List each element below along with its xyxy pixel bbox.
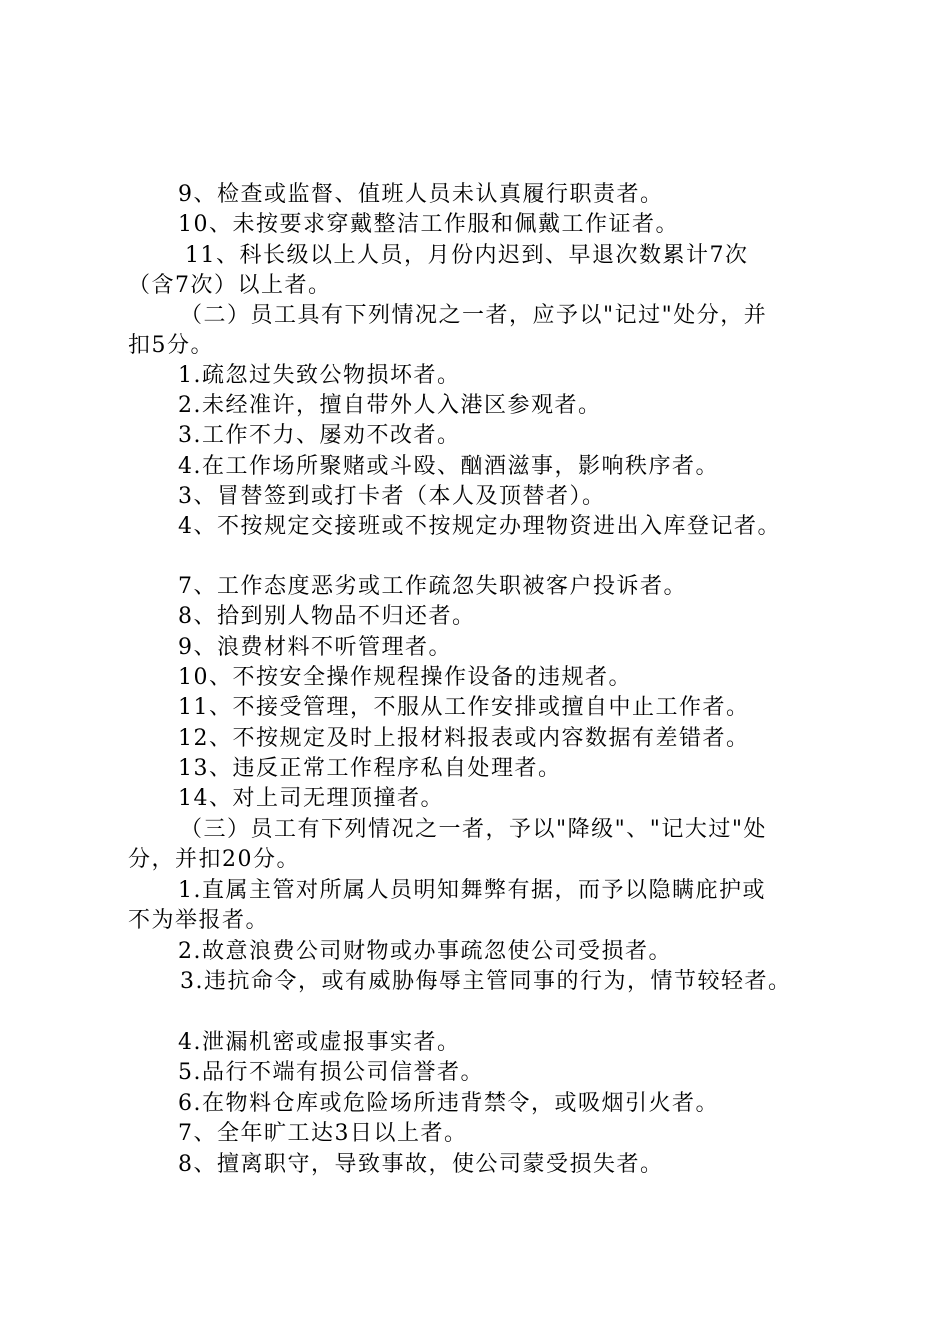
text-line: 4.在工作场所聚赌或斗殴、酗酒滋事，影响秩序者。	[178, 454, 719, 479]
text-line: （二）员工具有下列情况之一者，应予以"记过"处分，并	[180, 303, 768, 328]
text-line: 不为举报者。	[128, 908, 270, 933]
text-line: 1.疏忽过失致公物损坏者。	[178, 363, 461, 388]
text-line: 11、科长级以上人员，月份内迟到、早退次数累计7次	[185, 243, 749, 268]
text-line: 10、未按要求穿戴整洁工作服和佩戴工作证者。	[178, 212, 679, 237]
text-line: 3.违抗命令，或有威胁侮辱主管同事的行为，情节较轻者。	[180, 969, 792, 994]
text-line: 2.未经准许，擅自带外人入港区参观者。	[178, 393, 602, 418]
text-line: 扣5分。	[128, 333, 214, 358]
text-line: 13、违反正常工作程序私自处理者。	[178, 756, 562, 781]
text-line: 2.故意浪费公司财物或办事疏忽使公司受损者。	[178, 939, 672, 964]
text-line: 8、擅离职守，导致事故，使公司蒙受损失者。	[178, 1152, 664, 1177]
text-line: （三）员工有下列情况之一者，予以"降级"、"记大过"处	[180, 817, 767, 842]
text-line: 4、不按规定交接班或不按规定办理物资进出入库登记者。	[178, 514, 781, 539]
text-line: 14、对上司无理顶撞者。	[178, 786, 444, 811]
text-line: 7、全年旷工达3日以上者。	[178, 1121, 468, 1146]
text-line: 8、拾到别人物品不归还者。	[178, 604, 476, 629]
text-line: 7、工作态度恶劣或工作疏忽失职被客户投诉者。	[178, 574, 687, 599]
text-line: 9、检查或监督、值班人员未认真履行职责者。	[178, 182, 664, 207]
text-line: 3.工作不力、屡劝不改者。	[178, 423, 461, 448]
text-line: 1.直属主管对所属人员明知舞弊有据，而予以隐瞒庇护或	[178, 878, 766, 903]
text-line: 11、不接受管理，不服从工作安排或擅自中止工作者。	[178, 695, 750, 720]
text-line: 12、不按规定及时上报材料报表或内容数据有差错者。	[178, 726, 750, 751]
text-line: 3、冒替签到或打卡者（本人及顶替者）。	[178, 484, 606, 509]
text-line: （含7次）以上者。	[128, 273, 332, 298]
text-line: 10、不按安全操作规程操作设备的违规者。	[178, 665, 632, 690]
text-line: 6.在物料仓库或危险场所违背禁令，或吸烟引火者。	[178, 1091, 719, 1116]
text-line: 9、浪费材料不听管理者。	[178, 635, 452, 660]
text-line: 4.泄漏机密或虚报事实者。	[178, 1030, 461, 1055]
text-line: 5.品行不端有损公司信誉者。	[178, 1060, 484, 1085]
text-line: 分，并扣20分。	[128, 847, 300, 872]
